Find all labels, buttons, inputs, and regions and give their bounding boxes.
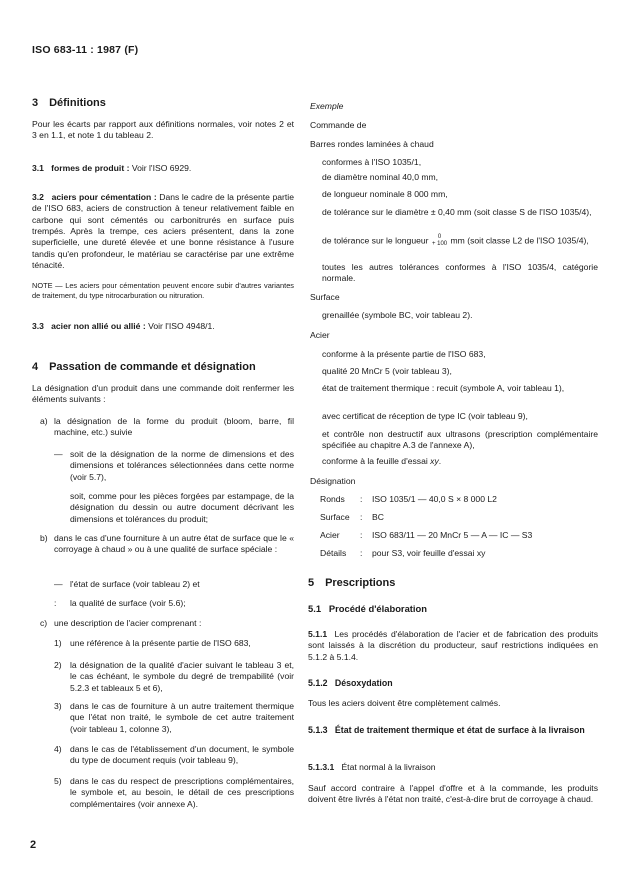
example-acier-4: avec certificat de réception de type IC (voir tableau 9), [322, 411, 528, 421]
example-label: Exemple [310, 101, 344, 111]
designation-table [320, 494, 598, 566]
example-acier-label: Acier [310, 330, 330, 340]
section-5-1-3-1-heading: 5.1.3.1 État normal à la livraison [308, 762, 436, 772]
example-line-3: de longueur nominale 8 000 mm, [322, 189, 448, 199]
example-line-2: de diamètre nominal 40,0 mm, [322, 172, 439, 182]
example-surface-label: Surface [310, 292, 340, 302]
section-3-intro: Pour les écarts par rapport aux définitions normales, voir notes 2 et 3 en 1.1, et note 1 du tableau 2. [32, 119, 294, 141]
para-5-1-2: Tous les aciers doivent être complètement calmés. [308, 698, 501, 708]
section-5-1-heading: 5.1 Procédé d'élaboration [308, 603, 427, 614]
definition-3-3: 3.3 acier non allié ou allié : Voir l'ISO 4948/1. [32, 321, 215, 331]
para-5-1-1: 5.1.1 Les procédés d'élaboration de l'acier et de fabrication des produits sont laissés à la discrétion du producteur, sauf restrictions indiquées en 5.1.2 à 5.1.4. [308, 629, 598, 662]
para-5-1-3-1: Sauf accord contraire à l'appel d'offre et à la commande, les produits doivent être livrés à l'état non traité, c'est-à-dire brut de corroyage à chaud. [308, 783, 598, 805]
example-line-6: toutes les autres tolérances conformes à l'ISO 1035/4, catégorie normale. [322, 262, 598, 284]
definition-3-2: 3.2 aciers pour cémentation : Dans le cadre de la présente partie de l'ISO 683, aciers de construction à teneur relativement faible en carbone qui sont cémentés ou carbonitrurés en surface puis trempés. Après la trempe, ces aciers présentent, dans la zone superficielle, une dureté élevée et une bonne résistance à l'usure tandis qu'en profondeur, le matériau se caractérise par une extrême ténacité. [32, 192, 294, 271]
item-c-5: 5) dans le cas du respect de prescriptions complémentaires, le symbole et, au besoin, le détail de ces prescriptions complémentaires (voir annexe A). [54, 776, 294, 809]
section-4-heading: 4 Passation de commande et désignation [32, 361, 256, 373]
designation-row: Détails : pour S3, voir feuille d'essai xy [320, 548, 486, 558]
example-line-4: de tolérance sur le diamètre ± 0,40 mm (soit classe S de l'ISO 1035/4), [322, 207, 592, 217]
section-4-intro: La désignation d'un produit dans une commande doit renfermer les éléments suivants : [32, 383, 294, 405]
item-c-4: 4) dans le cas de l'établissement d'un document, le symbole du type de document requis (voir tableau 9), [54, 744, 294, 766]
document-header: ISO 683-11 : 1987 (F) [32, 44, 139, 56]
example-acier-1: conforme à la présente partie de l'ISO 683, [322, 349, 486, 359]
item-c-3: 3) dans le cas de fourniture à un autre traitement thermique que l'état non traité, le symbole de cet autre traitement (voir tableau 1, colonne 3), [54, 701, 294, 734]
item-a-sub-1: — soit de la désignation de la norme de dimensions et des dimensions et tolérances sélectionnées dans cette norme (voir 5.7), [54, 449, 294, 482]
example-surface-text: grenaillée (symbole BC, voir tableau 2). [322, 310, 473, 320]
designation-row: Surface : BC [320, 512, 384, 522]
example-acier-6: conforme à la feuille d'essai xy. [322, 456, 442, 466]
section-5-heading: 5 Prescriptions [308, 577, 396, 589]
example-acier-3: état de traitement thermique : recuit (symbole A, voir tableau 1), [322, 383, 565, 393]
section-3-heading: 3 Définitions [32, 97, 106, 109]
section-5-1-3-heading: 5.1.3 État de traitement thermique et état de surface à la livraison [308, 725, 585, 735]
item-a-sub-2: soit, comme pour les pièces forgées par estampage, de la désignation du dessin ou autre document décrivant les dimensions et tolérances du produit; [70, 491, 294, 524]
section-5-1-2-heading: 5.1.2 Désoxydation [308, 678, 393, 688]
page-number: 2 [30, 839, 37, 851]
designation-row: Acier : ISO 683/11 — 20 MnCr 5 — A — IC — S3 [320, 530, 533, 540]
item-b: b) dans le cas d'une fourniture à un autre état de surface que le « corroyage à chaud » ou à une qualité de surface spéciale : [40, 533, 294, 555]
item-c: c) une description de l'acier comprenant : [40, 618, 202, 628]
example-line-5: de tolérance sur le longueur 0 + 100 mm (soit classe L2 de l'ISO 1035/4), [322, 234, 589, 247]
example-acier-2: qualité 20 MnCr 5 (voir tableau 3), [322, 366, 452, 376]
designation-row: Ronds : ISO 1035/1 — 40,0 S × 8 000 L2 [320, 494, 497, 504]
note: NOTE — Les aciers pour cémentation peuvent encore subir d'autres variantes de traitement, du type nitrocarburation ou nitruration. [32, 281, 294, 300]
item-b-sub-2: : la qualité de surface (voir 5.6); [54, 598, 186, 608]
example-commande: Commande de [310, 120, 367, 130]
item-c-2: 2) la désignation de la qualité d'acier suivant le tableau 3 et, le cas échéant, le symbole du degré de trempabilité (voir 5.2.3 et tableaux 5 et 6), [54, 660, 294, 693]
item-b-sub-1: — l'état de surface (voir tableau 2) et [54, 579, 200, 589]
example-acier-5: et contrôle non destructif aux ultrasons (prescription complémentaire spécifiée au chapitre A.3 de l'annexe A), [322, 429, 598, 451]
example-line-1: conformes à l'ISO 1035/1, [322, 157, 422, 167]
example-barres: Barres rondes laminées à chaud [310, 139, 434, 149]
item-a: a) la désignation de la forme du produit (bloom, barre, fil machine, etc.) suivie [40, 416, 294, 438]
length-tolerance-fraction: 0 + 100 [431, 234, 448, 247]
item-c-1: 1) une référence à la présente partie de l'ISO 683, [54, 638, 251, 648]
definition-3-1: 3.1 formes de produit : Voir l'ISO 6929. [32, 163, 192, 173]
designation-label: Désignation [310, 476, 356, 486]
